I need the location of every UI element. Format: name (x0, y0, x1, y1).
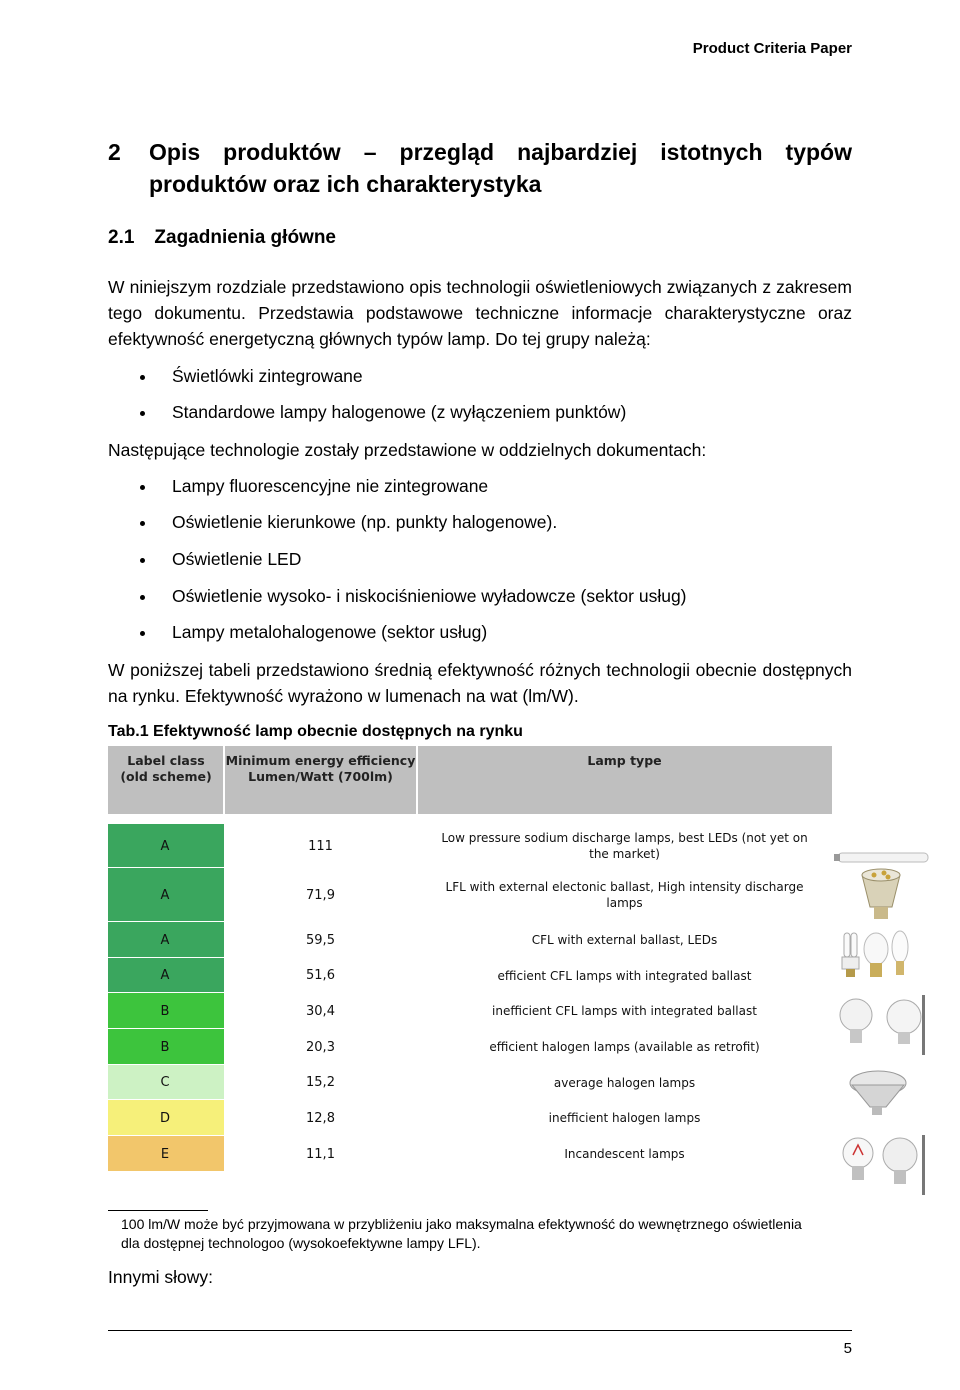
mid-paragraph: Następujące technologie zostały przedstawione w oddzielnych dokumentach: (108, 440, 707, 460)
efficiency-cell: 111 (224, 824, 417, 868)
list-item: Oświetlenie wysoko- i niskociśnieniowe wyładowcze (sektor usług) (140, 586, 687, 607)
header-efficiency: Minimum energy efficiency Lumen/Watt (700lm) (225, 753, 416, 784)
label-class-cell: D (159, 1110, 170, 1126)
halogen-bulbs-icon (840, 995, 925, 1055)
lamp-type-cell: LFL with external electonic ballast, High intensity discharge lamps (417, 868, 832, 922)
list-item: Świetlówki zintegrowane (140, 366, 363, 387)
tube-lamp-icon (834, 853, 928, 862)
label-class-cell: A (160, 968, 170, 983)
footnote-separator (108, 1210, 208, 1211)
table-row (108, 1100, 832, 1136)
list-item: Lampy metalohalogenowe (sektor usług) (140, 622, 487, 643)
led-spot-icon (862, 869, 900, 919)
lamp-type-cell: inefficient CFL lamps with integrated ballast (417, 993, 832, 1029)
section-heading (108, 136, 852, 200)
label-class-cell: A (160, 932, 170, 948)
table-spacer (108, 814, 832, 824)
cfl-lamps-icon (842, 931, 908, 977)
list-item: Lampy fluorescencyjne nie zintegrowane (140, 476, 488, 497)
lamp-type-cell: efficient CFL lamps with integrated ballast (417, 958, 832, 993)
label-class-cell: C (160, 1075, 170, 1090)
lamp-images (834, 845, 930, 1205)
table-row (108, 1065, 832, 1100)
label-class-cell: B (160, 1003, 170, 1019)
subsection-title: Zagadnienia główne (154, 227, 336, 248)
table-row (108, 1029, 832, 1065)
lamp-type-cell: Low pressure sodium discharge lamps, best LEDs (not yet on the market) (417, 824, 832, 868)
section-number: 2 (108, 139, 121, 165)
table-row (108, 922, 832, 958)
table-caption: Tab.1 Efektywność lamp obecnie dostępnych na rynku (108, 723, 523, 740)
table-row (108, 868, 832, 922)
header-lamp-type: Lamp type (587, 753, 662, 768)
table-row (108, 824, 832, 868)
efficiency-cell: 71,9 (224, 868, 417, 922)
efficiency-cell: 30,4 (224, 993, 417, 1029)
efficiency-cell: 11,1 (224, 1136, 417, 1172)
running-header: Product Criteria Paper (692, 40, 852, 57)
efficiency-cell: 12,8 (224, 1100, 417, 1136)
table-row (108, 993, 832, 1029)
list-item: Standardowe lampy halogenowe (z wyłączeniem punktów) (140, 402, 626, 423)
efficiency-cell: 20,3 (224, 1029, 417, 1065)
label-class-cell: A (160, 887, 170, 903)
list-item: Oświetlenie LED (140, 549, 301, 570)
efficiency-cell: 15,2 (224, 1065, 417, 1100)
lamp-type-cell: Incandescent lamps (417, 1136, 832, 1172)
subsection-number: 2.1 (108, 227, 135, 248)
table-row (108, 958, 832, 993)
row-separator (108, 1171, 832, 1173)
label-class-cell: E (160, 1146, 170, 1162)
efficiency-table (108, 746, 832, 1172)
table-intro-paragraph: W poniższej tabeli przedstawiono średnią efektywność różnych technologii obecnie dostępnych na rynku. Efektywność wyrażono w lumenach na wat (lm/W). (108, 660, 852, 706)
section-title: Opis produktów – przegląd najbardziej istotnych typów produktów oraz ich charakterystyka (149, 139, 852, 197)
footer-rule (108, 1330, 852, 1331)
efficiency-cell: 51,6 (224, 958, 417, 993)
page-number: 5 (843, 1340, 852, 1357)
lamp-type-cell: CFL with external ballast, LEDs (417, 922, 832, 958)
header-divider (223, 746, 225, 814)
header-divider (416, 746, 418, 814)
lamp-type-cell: efficient halogen lamps (available as retrofit) (417, 1029, 832, 1065)
efficiency-cell: 59,5 (224, 922, 417, 958)
table-row (108, 1136, 832, 1172)
footnote: 100 lm/W może być przyjmowana w przybliżeniu jako maksymalna efektywność do wewnętrznego oświetlenia dla dostępnej technologoo (wysokoefektywne lampy LFL). (121, 1216, 802, 1251)
incandescent-bulbs-icon (843, 1135, 925, 1195)
closing-text: Innymi słowy: (108, 1267, 214, 1287)
lamp-type-cell: inefficient halogen lamps (417, 1100, 832, 1136)
label-class-cell: B (160, 1039, 170, 1055)
subsection-heading (108, 227, 336, 249)
header-label-class: Label class (old scheme) (120, 753, 212, 784)
reflector-lamp-icon (850, 1071, 906, 1115)
intro-paragraph: W niniejszym rozdziale przedstawiono opis technologii oświetleniowych związanych z zakresem tego dokumentu. Przedstawia podstawowe techniczne informacje charakterystyczne oraz efektywność energetyczną głównych typów lamp. Do tej grupy należą: (108, 277, 852, 349)
lamp-type-cell: average halogen lamps (417, 1065, 832, 1100)
list-item: Oświetlenie kierunkowe (np. punkty halogenowe). (140, 512, 557, 533)
label-class-cell: A (160, 838, 170, 854)
